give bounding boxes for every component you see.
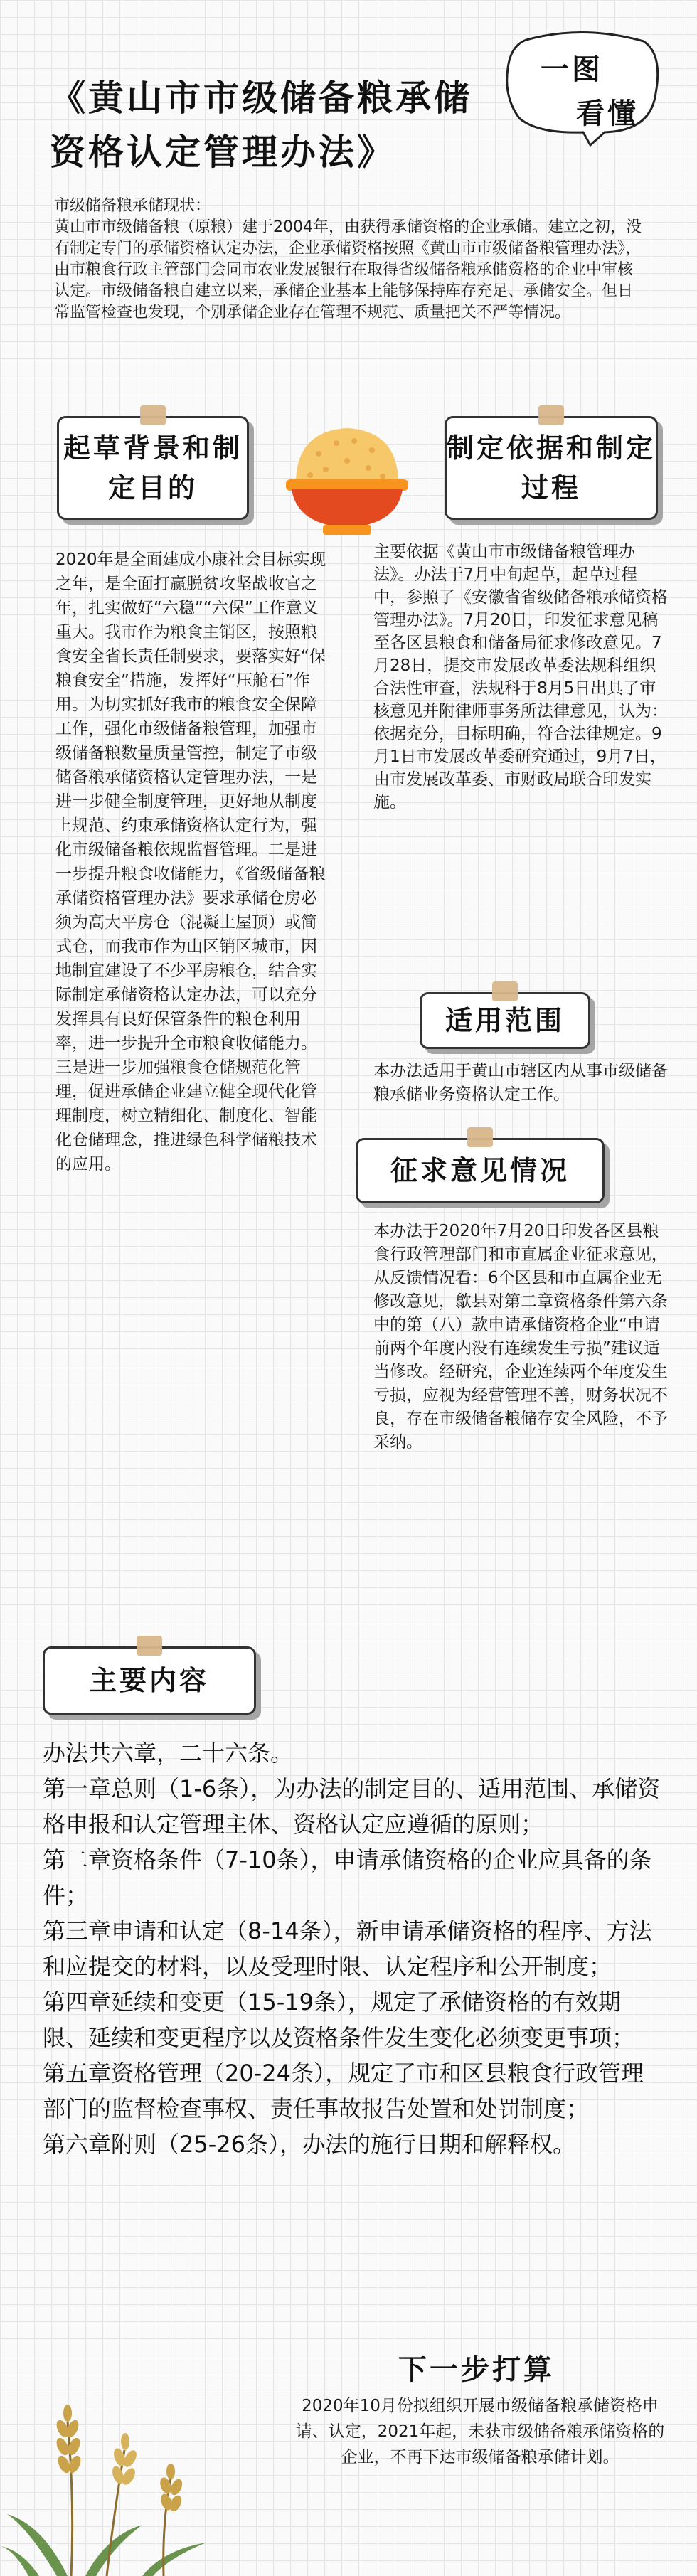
content-line: 第三章申请和认定（8-14条），新申请承储资格的程序、方法和应提交的材料，以及受理时限、认定程序和公开制度； (43, 1917, 652, 1980)
scope-text: 本办法适用于黄山市辖区内从事市级储备粮承储业务资格认定工作。 (373, 1062, 668, 1104)
tape-pin-icon (467, 1127, 493, 1147)
tag-basis (445, 416, 658, 520)
badge-line-1: 一图 (541, 53, 603, 86)
intro-lead: 市级储备粮承储现状： (54, 197, 211, 215)
tape-pin-icon (137, 1636, 162, 1656)
opinion-text: 本办法于2020年7月20日印发各区县粮食行政管理部门和市直属企业征求意见，从反馈情况看：6个区县和市直属企业无修改意见，歙县对第二章资格条件第六条中的第（八）款申请承储资格企业“申请前两个年度内没有连续发生亏损”建议适当修改。经研究，企业连续两个年度发生亏损，应视为经营管理不善，财务状况不良，存在市级储备粮储存安全风险，不予采纳。 (373, 1222, 668, 1452)
tag-opinion-label: 征求意见情况 (390, 1155, 570, 1186)
tag-scope (420, 992, 590, 1049)
intro-section (54, 196, 644, 324)
content-line: 第一章总则（1-6条），为办法的制定目的、适用范围、承储资格申报和认定管理主体、资格认定应遵循的原则； (43, 1775, 661, 1838)
content-line: 第五章资格管理（20-24条），规定了市和区县粮食行政管理部门的监督检查事权、责任事故报告处置和处罚制度； (43, 2060, 644, 2122)
page-title: 《黄山市市级储备粮承储资格认定管理办法》 (50, 77, 472, 173)
basis-text: 主要依据《黄山市市级储备粮管理办法》。办法于7月中旬起草，起草过程中，参照了《安徽省省级储备粮承储资格管理办法》。7月20日，印发征求意见稿至各区县粮食和储备局征求修改意见。7月28日，提交市发展改革委法规科组织合法性审查，法规科于8月5日出具了审核意见并附律师事务所法律意见，认为：依据充分，目标明确，符合法律规定。9月1日市发展改革委研究通过，9月7日，由市发展改革委、市财政局联合印发实施。 (373, 543, 668, 811)
tape-pin-icon (140, 405, 166, 425)
badge-line-2: 看懂 (576, 97, 639, 130)
next-step-title: 下一步打算 (398, 2353, 555, 2386)
content-line: 办法共六章，二十六条。 (43, 1740, 294, 1767)
tape-pin-icon (538, 405, 564, 425)
tag-opinion (356, 1138, 605, 1203)
background-text: 2020年是全面建成小康社会目标实现之年，是全面打赢脱贫攻坚战收官之年，扎实做好“六稳”“六保”工作意义重大。我市作为粮食主销区，按照粮食安全省长责任制要求，要落实好“保粮食安全”措施，发挥好“压舱石”作用。为切实抓好我市的粮食安全保障工作，强化市级储备粮管理，加强市级储备粮数量质量管控，制定了市级储备粮承储资格认定管理办法，一是进一步健全制度管理，更好地从制度上规范、约束承储资格认定行为，强化市级储备粮依规监督管理。二是进一步提升粮食收储能力，《省级储备粮承储资格管理办法》要求承储仓房必须为高大平房仓（混凝土屋顶）或简式仓，而我市作为山区销区城市，因地制宜建设了不少平房粮仓，结合实际制定承储资格认定办法，可以充分发挥具有良好保管条件的粮仓利用率，进一步提升全市粮食收储能力。三是进一步加强粮食仓储规范化管理，促进承储企业建立健全现代化管理制度，树立精细化、制度化、智能化仓储理念，推进绿色科学储粮技术的应用。 (55, 550, 326, 1173)
tag-scope-label: 适用范围 (445, 1005, 565, 1036)
content-list (43, 1735, 661, 2162)
tag-content (43, 1646, 256, 1715)
tag-basis-label: 制定依据和制定过程 (447, 432, 656, 504)
intro-body: 黄山市市级储备粮（原粮）建于2004年，由获得承储资格的企业承储。建立之初，没有制定专门的承储资格认定办法，企业承储资格按照《黄山市市级储备粮管理办法》，由市粮食行政主管部门会同市农业发展银行在取得省级储备粮承储资格的企业中审核认定。市级储备粮自建立以来，承储企业基本上能够保持库存充足、承储安全。但日常监管检查也发现，个别承储企业存在管理不规范、质量把关不严等情况。 (54, 218, 642, 321)
wheat-illustration (0, 2372, 284, 2576)
tag-content-label: 主要内容 (89, 1665, 209, 1696)
speech-bubble-icon (498, 26, 669, 147)
content-line: 第六章附则（25-26条），办法的施行日期和解释权。 (43, 2131, 575, 2158)
content-line: 第二章资格条件（7-10条），申请承储资格的企业应具备的条件； (43, 1846, 652, 1909)
rice-bowl-icon (276, 411, 418, 546)
next-step-text: 2020年10月份拟组织开展市级储备粮承储资格申请、认定，2021年起，未获市级储备粮承储资格的企业，不再下达市级储备粮承储计划。 (295, 2397, 665, 2466)
content-line: 第四章延续和变更（15-19条），规定了承储资格的有效期限、延续和变更程序以及资格条件发生变化必须变更事项； (43, 1989, 635, 2051)
tag-background (57, 416, 249, 520)
tag-background-label: 起草背景和制定目的 (63, 432, 243, 504)
tape-pin-icon (492, 981, 518, 1001)
